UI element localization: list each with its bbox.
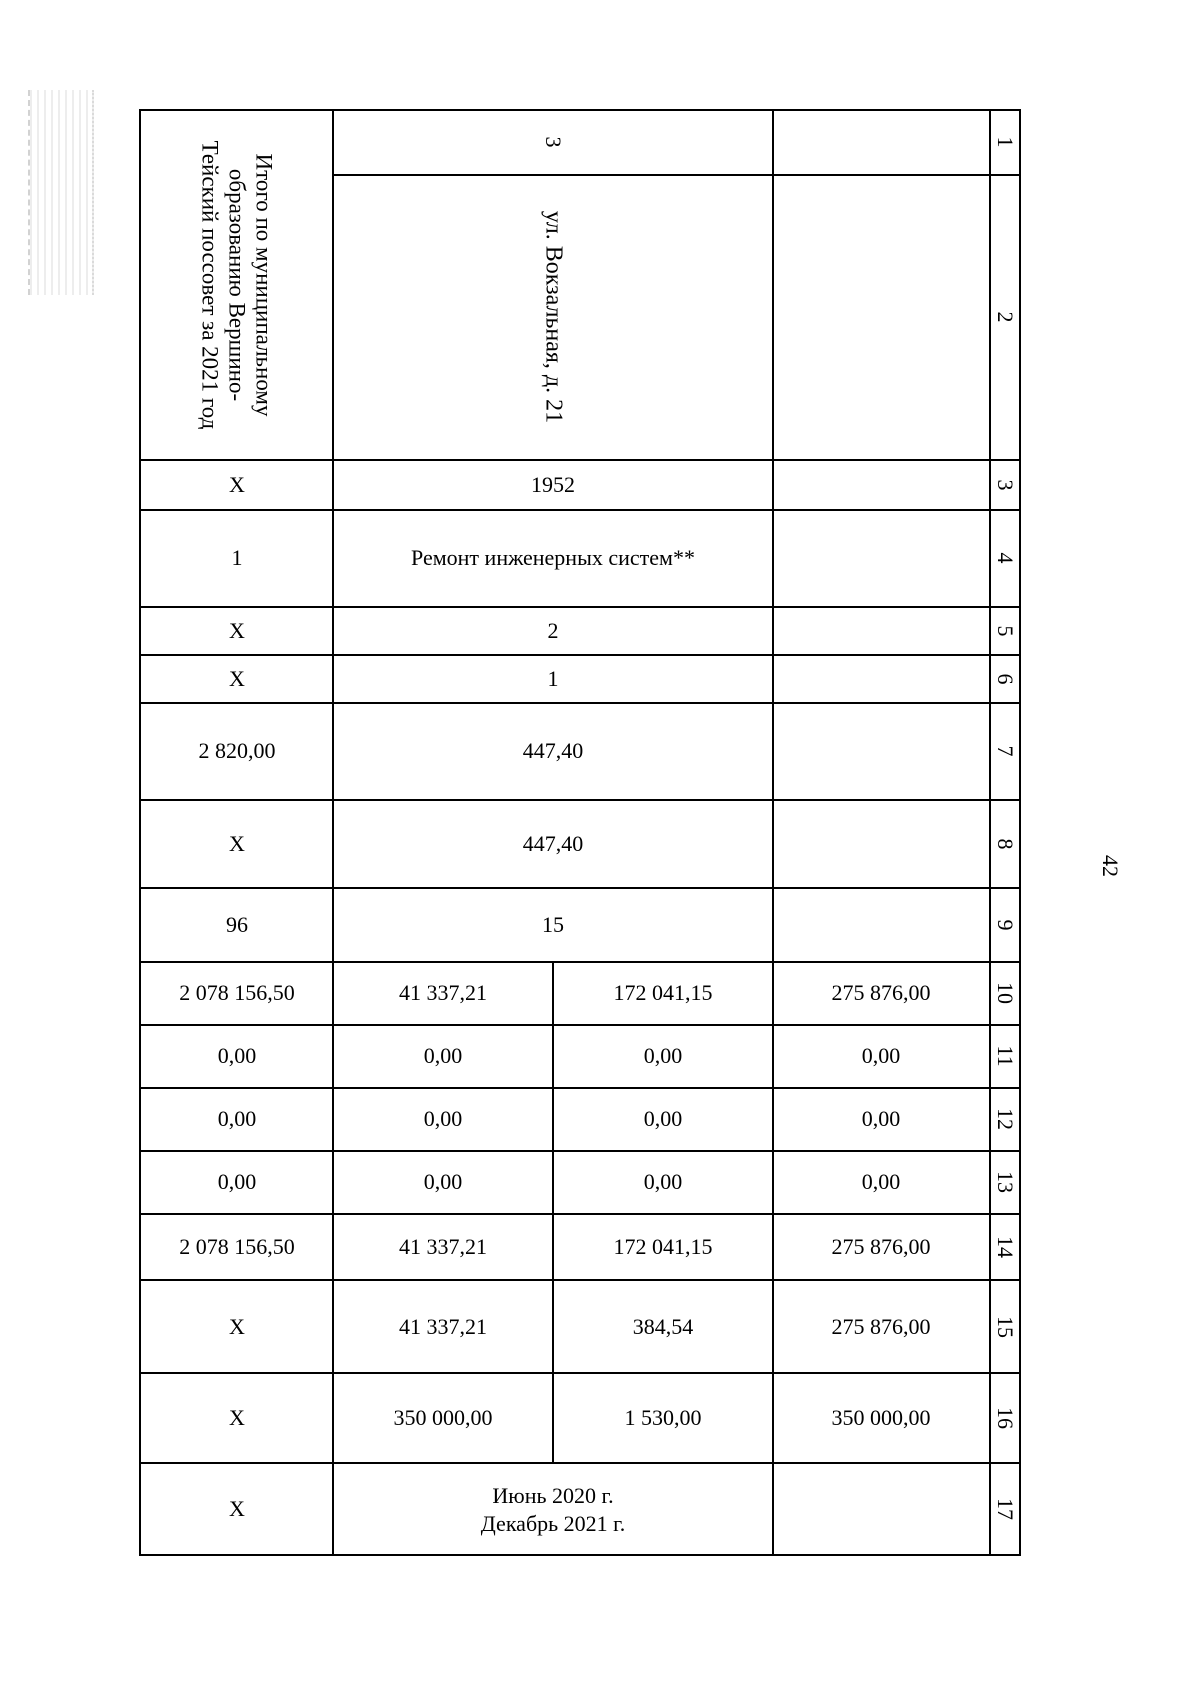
column-number-14: 14 — [993, 1236, 1018, 1258]
address-c3: 1952 — [531, 472, 575, 497]
total-row-title: Итого по муниципальному образованию Вершино-Тейский поссовет за 2021 год — [197, 140, 277, 430]
column-number-17: 17 — [993, 1498, 1018, 1520]
sub-b-c11: 0,00 — [643, 1043, 683, 1068]
last-c12: 0,00 — [861, 1106, 901, 1131]
total-c6: X — [229, 666, 245, 691]
address-number: 3 — [541, 136, 566, 148]
last-c15: 275 876,00 — [831, 1314, 931, 1339]
column-number-13: 13 — [993, 1171, 1018, 1193]
address-text: ул. Вокзальная, д. 21 — [540, 210, 567, 424]
column-number-11: 11 — [993, 1045, 1018, 1067]
total-c8: X — [229, 831, 245, 856]
sub-a-c15: 41 337,21 — [399, 1314, 487, 1339]
address-c6: 1 — [547, 666, 559, 691]
total-c10: 2 078 156,50 — [179, 980, 295, 1005]
sub-a-c11: 0,00 — [423, 1043, 463, 1068]
total-c9: 96 — [226, 912, 248, 937]
total-c11: 0,00 — [217, 1043, 257, 1068]
last-c11: 0,00 — [861, 1043, 901, 1068]
address-c5: 2 — [547, 618, 559, 643]
address-c9: 15 — [542, 912, 564, 937]
total-c17: X — [229, 1496, 245, 1521]
last-c10: 275 876,00 — [831, 980, 931, 1005]
last-c14: 275 876,00 — [831, 1234, 931, 1259]
total-c7: 2 820,00 — [198, 738, 276, 763]
sub-b-c15: 384,54 — [632, 1314, 694, 1339]
sub-b-c14: 172 041,15 — [613, 1234, 713, 1259]
total-c16: X — [229, 1405, 245, 1430]
page-number: 42 — [1098, 855, 1123, 877]
total-c12: 0,00 — [217, 1106, 257, 1131]
sub-a-c14: 41 337,21 — [399, 1234, 487, 1259]
total-c13: 0,00 — [217, 1169, 257, 1194]
sub-a-c13: 0,00 — [423, 1169, 463, 1194]
column-number-7: 7 — [993, 745, 1018, 757]
column-number-10: 10 — [993, 982, 1018, 1004]
sub-b-c16: 1 530,00 — [624, 1405, 702, 1430]
sub-b-c13: 0,00 — [643, 1169, 683, 1194]
address-c17-end: Декабрь 2021 г. — [480, 1511, 626, 1536]
total-c3: X — [229, 472, 245, 497]
total-c5: X — [229, 618, 245, 643]
total-c14: 2 078 156,50 — [179, 1234, 295, 1259]
column-number-2: 2 — [993, 311, 1018, 323]
column-number-8: 8 — [993, 838, 1018, 850]
column-number-16: 16 — [993, 1407, 1018, 1429]
column-number-4: 4 — [993, 552, 1018, 564]
sub-a-c12: 0,00 — [423, 1106, 463, 1131]
sub-a-c10: 41 337,21 — [399, 980, 487, 1005]
total-c4: 1 — [231, 545, 243, 570]
column-number-5: 5 — [993, 625, 1018, 637]
address-c17-start: Июнь 2020 г. — [492, 1483, 614, 1508]
sub-a-c16: 350 000,00 — [393, 1405, 493, 1430]
address-c8: 447,40 — [522, 831, 584, 856]
sub-b-c12: 0,00 — [643, 1106, 683, 1131]
column-number-3: 3 — [993, 479, 1018, 491]
address-c4: Ремонт инженерных систем** — [411, 545, 695, 570]
total-c15: X — [229, 1314, 245, 1339]
sub-b-c10: 172 041,15 — [613, 980, 713, 1005]
last-c16: 350 000,00 — [831, 1405, 931, 1430]
column-number-9: 9 — [993, 919, 1018, 931]
column-number-1: 1 — [993, 136, 1018, 148]
column-number-6: 6 — [993, 673, 1018, 685]
column-number-15: 15 — [993, 1316, 1018, 1338]
column-number-12: 12 — [993, 1108, 1018, 1130]
last-c13: 0,00 — [861, 1169, 901, 1194]
address-c7: 447,40 — [522, 738, 584, 763]
